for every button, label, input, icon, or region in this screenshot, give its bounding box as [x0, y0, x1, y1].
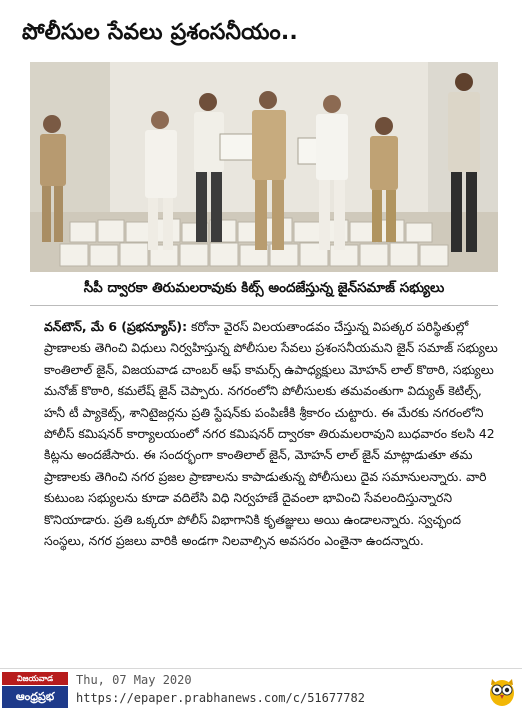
news-photo [30, 62, 498, 272]
article-body [44, 316, 500, 662]
owl-icon [486, 673, 518, 707]
epaper-footer [0, 668, 522, 710]
clipped-previous-line [30, 0, 500, 8]
divider [30, 305, 498, 306]
photo-caption: సీపీ ద్వారకా తిరుమలరావుకు కిట్స్ అందజేస్తున్న జైన్‌సమాజ్ సభ్యులు [83, 280, 445, 296]
edition-date: Thu, 07 May 2020 [76, 673, 192, 687]
headline: పోలీసుల సేవలు ప్రశంసనీయం.. [22, 20, 298, 45]
newspaper-logo[interactable] [2, 672, 68, 708]
article-dateline: వన్‌టౌన్, మే 6 (ప్రభన్యూస్): [44, 319, 188, 334]
logo-edition: విజయవాడ [2, 672, 68, 685]
clip-url[interactable]: https://epaper.prabhanews.com/c/51677782 [76, 691, 365, 705]
logo-masthead: ఆంధ్రప్రభ [2, 686, 68, 708]
article-paragraph [44, 316, 500, 551]
article-text: కరోనా వైరస్ విలయతాండవం చేస్తున్న విపత్కర పరిస్థితుల్లో ప్రాణాలకు తెగించి విధులు నిర్వహిస్తున్న పోలీసుల సేవలు ప్రశంసనీయమని జైన్ సమాజ్ సభ్యులు కాంతిలాల్ జైన్, విజయవాడ చాంబర్ ఆఫ్ కామర్స్ ఉపాధ్యక్షులు మోహన్ లాల్ కొఠారి, సభ్యులు మనోజ్ కొఠారి, కమలేష్ జైన్ చెప్పారు. నగరంలోని పోలీసులకు తమవంతుగా విద్యుత్ కెటిల్స్, హనీ టీ ప్యాకెట్స్, శానిటైజర్లను ప్రతి స్టేషన్‌కు పంపిణీకి శ్రీకారం చుట్టారు. ఈ మేరకు నగరంలోని పోలీస్ కమిషనర్ కార్యాలయంలో నగర కమిషనర్ ద్వారకా తిరుమలరావుని బుధవారం కలసి 42 కిట్లను అందజేసారు. ఈ సందర్భంగా కాంతిలాల్ జైన్, మోహన్ లాల్ జైన్ మాట్లాడుతూ తమ ప్రాణాలకు తెగించి నగర ప్రజల ప్రాణాలను కాపాడుతున్న పోలీసులు దైవ సమానులన్నారు. వారి కుటుంబ సభ్యులను కూడా వదిలేసి విధి నిర్వహణే దైవంలా భావించి సేవలందిస్తున్నారని కొనియాడారు. ప్రతి ఒక్కరూ పోలీస్ విభాగానికి కృతజ్ఞులు అయి ఉండాలన్నారు. స్వచ్ఛంద సంస్థలు, నగర ప్రజలు వారికి అండగా నిలవాల్సిన అవసరం ఎంతైనా ఉందన్నారు. [44, 319, 498, 549]
